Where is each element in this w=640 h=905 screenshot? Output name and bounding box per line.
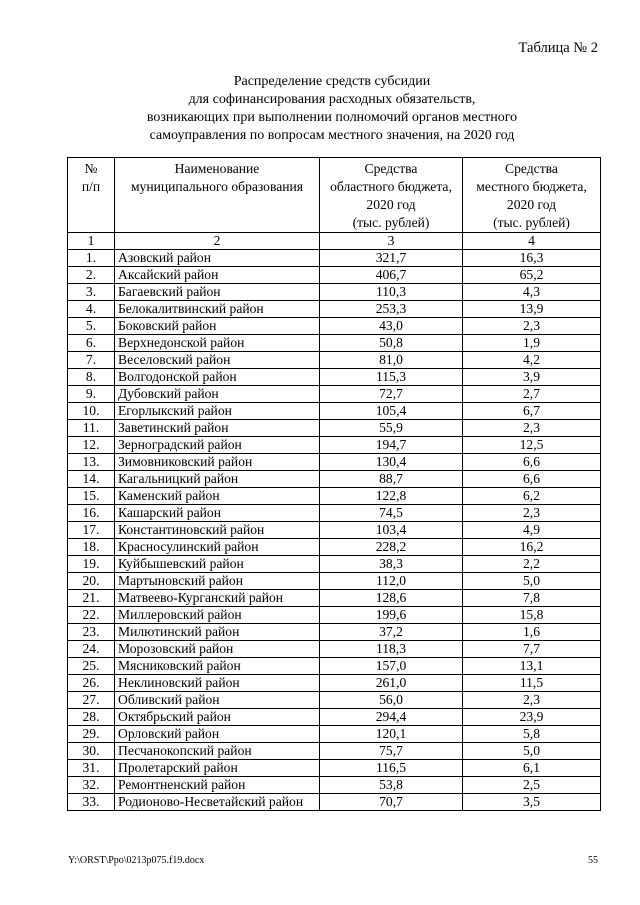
title-line: для софинансирования расходных обязательств,	[188, 92, 476, 107]
table-row	[68, 488, 601, 505]
table-row	[68, 522, 601, 539]
column-number: 4	[463, 233, 601, 250]
row-number: 20.	[68, 573, 115, 590]
local-budget-value: 2,3	[463, 318, 601, 335]
row-number: 33.	[68, 794, 115, 811]
table-row	[68, 403, 601, 420]
regional-budget-value: 130,4	[320, 454, 463, 471]
subsidy-table	[67, 157, 601, 811]
local-budget-value: 2,7	[463, 386, 601, 403]
table-row	[68, 760, 601, 777]
row-number: 22.	[68, 607, 115, 624]
table-row	[68, 454, 601, 471]
regional-budget-value: 56,0	[320, 692, 463, 709]
table-row	[68, 624, 601, 641]
regional-budget-value: 110,3	[320, 284, 463, 301]
document-title	[62, 73, 602, 145]
row-number: 31.	[68, 760, 115, 777]
table-row	[68, 267, 601, 284]
regional-budget-value: 53,8	[320, 777, 463, 794]
row-number: 10.	[68, 403, 115, 420]
regional-budget-value: 75,7	[320, 743, 463, 760]
header-line: Средства	[505, 161, 558, 176]
regional-budget-value: 406,7	[320, 267, 463, 284]
municipality-name: Верхнедонской район	[115, 335, 320, 352]
row-number: 25.	[68, 658, 115, 675]
local-budget-value: 4,3	[463, 284, 601, 301]
footer-file-path: Y:\ORST\Ppo\0213p075.f19.docx	[68, 855, 205, 866]
local-budget-value: 2,2	[463, 556, 601, 573]
municipality-name: Орловский район	[115, 726, 320, 743]
footer-page-number: 55	[588, 855, 598, 866]
row-number: 6.	[68, 335, 115, 352]
municipality-name: Родионово-Несветайский район	[115, 794, 320, 811]
municipality-name: Морозовский район	[115, 641, 320, 658]
row-number: 5.	[68, 318, 115, 335]
row-number: 14.	[68, 471, 115, 488]
local-budget-value: 3,9	[463, 369, 601, 386]
local-budget-value: 6,2	[463, 488, 601, 505]
table-row	[68, 284, 601, 301]
local-budget-value: 6,1	[463, 760, 601, 777]
regional-budget-value: 157,0	[320, 658, 463, 675]
row-number: 13.	[68, 454, 115, 471]
row-number: 30.	[68, 743, 115, 760]
header-num	[68, 158, 115, 233]
municipality-name: Милютинский район	[115, 624, 320, 641]
municipality-name: Кашарский район	[115, 505, 320, 522]
title-line: возникающих при выполнении полномочий органов местного	[146, 110, 518, 125]
regional-budget-value: 43,0	[320, 318, 463, 335]
row-number: 15.	[68, 488, 115, 505]
municipality-name: Куйбышевский район	[115, 556, 320, 573]
municipality-name: Октябрьский район	[115, 709, 320, 726]
table-row	[68, 692, 601, 709]
municipality-name: Пролетарский район	[115, 760, 320, 777]
regional-budget-value: 103,4	[320, 522, 463, 539]
municipality-name: Константиновский район	[115, 522, 320, 539]
column-number: 3	[320, 233, 463, 250]
table-row	[68, 726, 601, 743]
row-number: 24.	[68, 641, 115, 658]
municipality-name: Неклиновский район	[115, 675, 320, 692]
row-number: 18.	[68, 539, 115, 556]
local-budget-value: 7,8	[463, 590, 601, 607]
local-budget-value: 13,1	[463, 658, 601, 675]
row-number: 9.	[68, 386, 115, 403]
regional-budget-value: 228,2	[320, 539, 463, 556]
header-line: областного бюджета,	[330, 179, 452, 194]
local-budget-value: 1,6	[463, 624, 601, 641]
local-budget-value: 4,2	[463, 352, 601, 369]
table-row	[68, 658, 601, 675]
local-budget-value: 2,3	[463, 420, 601, 437]
row-number: 11.	[68, 420, 115, 437]
table-row	[68, 471, 601, 488]
municipality-name: Заветинский район	[115, 420, 320, 437]
table-row	[68, 369, 601, 386]
municipality-name: Мясниковский район	[115, 658, 320, 675]
municipality-name: Веселовский район	[115, 352, 320, 369]
municipality-name: Аксайский район	[115, 267, 320, 284]
local-budget-value: 6,6	[463, 471, 601, 488]
row-number: 29.	[68, 726, 115, 743]
regional-budget-value: 74,5	[320, 505, 463, 522]
regional-budget-value: 112,0	[320, 573, 463, 590]
table-row	[68, 250, 601, 267]
row-number: 7.	[68, 352, 115, 369]
local-budget-value: 2,5	[463, 777, 601, 794]
table-row	[68, 301, 601, 318]
regional-budget-value: 115,3	[320, 369, 463, 386]
regional-budget-value: 122,8	[320, 488, 463, 505]
header-line: 2020 год	[506, 197, 557, 212]
table-label: Таблица № 2	[518, 40, 598, 56]
municipality-name: Песчанокопский район	[115, 743, 320, 760]
local-budget-value: 23,9	[463, 709, 601, 726]
row-number: 4.	[68, 301, 115, 318]
local-budget-value: 2,3	[463, 692, 601, 709]
table-row	[68, 556, 601, 573]
regional-budget-value: 294,4	[320, 709, 463, 726]
row-number: 2.	[68, 267, 115, 284]
municipality-name: Азовский район	[115, 250, 320, 267]
row-number: 17.	[68, 522, 115, 539]
regional-budget-value: 120,1	[320, 726, 463, 743]
table-row	[68, 794, 601, 811]
header-line: 2020 год	[366, 197, 416, 212]
municipality-name: Ремонтненский район	[115, 777, 320, 794]
row-number: 32.	[68, 777, 115, 794]
column-number: 1	[68, 233, 115, 250]
row-number: 3.	[68, 284, 115, 301]
table-row	[68, 743, 601, 760]
local-budget-value: 1,9	[463, 335, 601, 352]
local-budget-value: 6,6	[463, 454, 601, 471]
table-row	[68, 386, 601, 403]
regional-budget-value: 55,9	[320, 420, 463, 437]
municipality-name: Красносулинский район	[115, 539, 320, 556]
regional-budget-value: 50,8	[320, 335, 463, 352]
row-number: 28.	[68, 709, 115, 726]
title-line: самоуправления по вопросам местного значения, на 2020 год	[149, 128, 515, 143]
row-number: 27.	[68, 692, 115, 709]
local-budget-value: 13,9	[463, 301, 601, 318]
municipality-name: Боковский район	[115, 318, 320, 335]
table-row	[68, 539, 601, 556]
column-number-row	[68, 233, 601, 250]
local-budget-value: 5,0	[463, 573, 601, 590]
table-row	[68, 641, 601, 658]
municipality-name: Обливский район	[115, 692, 320, 709]
table-body	[68, 250, 601, 811]
regional-budget-value: 88,7	[320, 471, 463, 488]
regional-budget-value: 38,3	[320, 556, 463, 573]
row-number: 21.	[68, 590, 115, 607]
column-number: 2	[115, 233, 320, 250]
table-row	[68, 777, 601, 794]
regional-budget-value: 118,3	[320, 641, 463, 658]
local-budget-value: 6,7	[463, 403, 601, 420]
local-budget-value: 16,2	[463, 539, 601, 556]
municipality-name: Матвеево-Курганский район	[115, 590, 320, 607]
header-line: муниципального образования	[130, 179, 304, 194]
header-line: (тыс. рублей)	[352, 215, 430, 230]
regional-budget-value: 37,2	[320, 624, 463, 641]
table-row	[68, 318, 601, 335]
regional-budget-value: 199,6	[320, 607, 463, 624]
municipality-name: Зимовниковский район	[115, 454, 320, 471]
header-line: №	[84, 161, 98, 176]
row-number: 16.	[68, 505, 115, 522]
header-line: Наименование	[174, 161, 260, 176]
local-budget-value: 3,5	[463, 794, 601, 811]
municipality-name: Кагальницкий район	[115, 471, 320, 488]
local-budget-value: 7,7	[463, 641, 601, 658]
local-budget-value: 12,5	[463, 437, 601, 454]
title-line: Распределение средств субсидии	[233, 74, 431, 89]
municipality-name: Волгодонской район	[115, 369, 320, 386]
header-line: Средства	[364, 161, 418, 176]
municipality-name: Багаевский район	[115, 284, 320, 301]
row-number: 23.	[68, 624, 115, 641]
local-budget-value: 15,8	[463, 607, 601, 624]
table-header-row	[68, 158, 601, 233]
table-row	[68, 420, 601, 437]
header-name	[115, 158, 320, 233]
regional-budget-value: 72,7	[320, 386, 463, 403]
municipality-name: Белокалитвинский район	[115, 301, 320, 318]
row-number: 12.	[68, 437, 115, 454]
table-row	[68, 709, 601, 726]
municipality-name: Миллеровский район	[115, 607, 320, 624]
municipality-name: Дубовский район	[115, 386, 320, 403]
header-line: п/п	[81, 179, 101, 194]
table-row	[68, 675, 601, 692]
municipality-name: Каменский район	[115, 488, 320, 505]
regional-budget-value: 70,7	[320, 794, 463, 811]
header-regional-budget	[320, 158, 463, 233]
header-local-budget	[463, 158, 601, 233]
table-row	[68, 335, 601, 352]
regional-budget-value: 105,4	[320, 403, 463, 420]
local-budget-value: 5,8	[463, 726, 601, 743]
regional-budget-value: 116,5	[320, 760, 463, 777]
row-number: 26.	[68, 675, 115, 692]
regional-budget-value: 253,3	[320, 301, 463, 318]
table-row	[68, 607, 601, 624]
municipality-name: Мартыновский район	[115, 573, 320, 590]
header-line: местного бюджета,	[476, 179, 587, 194]
municipality-name: Егорлыкский район	[115, 403, 320, 420]
regional-budget-value: 194,7	[320, 437, 463, 454]
regional-budget-value: 321,7	[320, 250, 463, 267]
local-budget-value: 65,2	[463, 267, 601, 284]
local-budget-value: 11,5	[463, 675, 601, 692]
regional-budget-value: 261,0	[320, 675, 463, 692]
regional-budget-value: 128,6	[320, 590, 463, 607]
row-number: 19.	[68, 556, 115, 573]
row-number: 8.	[68, 369, 115, 386]
table-row	[68, 573, 601, 590]
table-row	[68, 437, 601, 454]
table-row	[68, 352, 601, 369]
local-budget-value: 2,3	[463, 505, 601, 522]
regional-budget-value: 81,0	[320, 352, 463, 369]
table-row	[68, 590, 601, 607]
local-budget-value: 4,9	[463, 522, 601, 539]
local-budget-value: 5,0	[463, 743, 601, 760]
municipality-name: Зерноградский район	[115, 437, 320, 454]
local-budget-value: 16,3	[463, 250, 601, 267]
header-line: (тыс. рублей)	[493, 215, 570, 230]
row-number: 1.	[68, 250, 115, 267]
table-row	[68, 505, 601, 522]
